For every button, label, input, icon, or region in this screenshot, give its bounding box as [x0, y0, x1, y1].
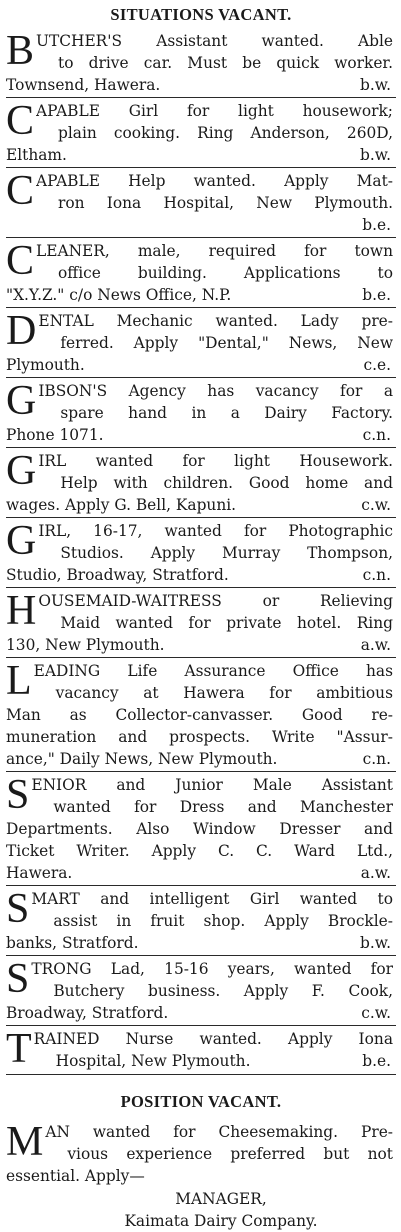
ad-line — [36, 52, 393, 74]
ad-line — [38, 450, 393, 472]
drop-cap: S — [6, 956, 30, 1002]
ad-text: Studios. Apply Murray Thompson, — [60, 544, 393, 562]
ad-line — [6, 1002, 393, 1024]
drop-cap: G — [6, 518, 37, 564]
ad-line — [6, 74, 393, 96]
ad-text: office building. Applications to — [58, 264, 393, 282]
ad-text: spare hand in a Dairy Factory. — [60, 404, 393, 422]
ad-line — [36, 170, 393, 192]
ad-line — [6, 862, 393, 884]
ad-line — [38, 310, 393, 332]
drop-cap: S — [6, 886, 30, 932]
ad-code: a.w. — [360, 864, 391, 882]
ad-line — [36, 192, 393, 214]
ad-text: MART and intelligent Girl wanted to — [31, 890, 393, 908]
ad-text: LEANER, male, required for town — [36, 242, 393, 260]
ad-code: b.w. — [360, 76, 391, 94]
ad-text: IBSON'S Agency has vacancy for a — [38, 382, 393, 400]
classified-ad — [6, 587, 396, 657]
ad-text: IRL, 16-17, wanted for Photographic — [38, 522, 393, 540]
ad-text: vacancy at Hawera for ambitious — [55, 684, 393, 702]
drop-cap: H — [6, 588, 37, 634]
ad-line — [6, 214, 393, 236]
ad-text: ENIOR and Junior Male Assistant — [31, 776, 393, 794]
ad-text: ferred. Apply "Dental," News, New — [60, 334, 393, 352]
ad-text: Broadway, Stratford. — [6, 1004, 169, 1022]
ad-line — [34, 1028, 393, 1050]
ad-line — [31, 958, 393, 980]
ad-line — [31, 888, 393, 910]
ad-text: Townsend, Hawera. — [6, 76, 161, 94]
ad-text: wanted for Dress and Manchester — [53, 798, 393, 816]
ad-line — [6, 424, 393, 446]
ad-text: Hospital, New Plymouth. — [55, 1052, 251, 1070]
drop-cap: T — [6, 1026, 32, 1072]
drop-cap: C — [6, 168, 35, 214]
ad-code: c.n. — [362, 426, 391, 444]
ad-code: c.w. — [361, 1004, 391, 1022]
ad-line — [36, 122, 393, 144]
classified-ad — [6, 517, 396, 587]
ad-code: b.e. — [362, 1052, 391, 1070]
ad-text: OUSEMAID-WAITRESS or Relieving — [38, 592, 393, 610]
section-heading-position: POSITION VACANT. — [120, 1092, 282, 1111]
ad-code: b.w. — [360, 146, 391, 164]
ad-line — [6, 840, 393, 862]
drop-cap: G — [6, 378, 37, 424]
ad-line — [38, 472, 393, 494]
ad-text: plain cooking. Ring Anderson, 260D, — [58, 124, 393, 142]
classified-ad — [6, 447, 396, 517]
ad-line — [45, 1121, 393, 1143]
ad-text: APABLE Girl for light housework; — [36, 102, 393, 120]
ad-line — [6, 704, 393, 726]
ads-list — [6, 28, 396, 1073]
ad-line — [34, 660, 393, 682]
position-ad — [6, 1115, 396, 1188]
ad-text: muneration and prospects. Write "Assur- — [6, 728, 393, 746]
drop-cap: L — [6, 658, 32, 704]
ad-text: Eltham. — [6, 146, 67, 164]
ad-line — [6, 726, 393, 748]
ad-text: banks, Stratford. — [6, 934, 139, 952]
section-heading-situations: SITUATIONS VACANT. — [110, 5, 292, 24]
drop-cap: S — [6, 772, 30, 818]
classified-ad — [6, 657, 396, 771]
classified-ad — [6, 237, 396, 307]
ad-line — [6, 932, 393, 954]
ad-text: vious experience preferred but not — [67, 1145, 393, 1163]
classified-ad — [6, 307, 396, 377]
classified-ad — [6, 771, 396, 885]
ad-text: ENTAL Mechanic wanted. Lady pre- — [38, 312, 393, 330]
ad-text: Help with children. Good home and — [60, 474, 393, 492]
ad-text: AN wanted for Cheesemaking. Pre- — [45, 1123, 393, 1141]
ad-text: Departments. Also Window Dresser and — [6, 820, 393, 838]
ad-text: Studio, Broadway, Stratford. — [6, 566, 229, 584]
signature-company: Kaimata Dairy Company. — [124, 1212, 318, 1230]
ad-text: IRL wanted for light Housework. — [38, 452, 393, 470]
ad-text: 130, New Plymouth. — [6, 636, 165, 654]
ad-line — [31, 796, 393, 818]
ad-code: c.n. — [362, 566, 391, 584]
ad-text: ron Iona Hospital, New Plymouth. — [58, 194, 393, 212]
ad-code: c.n. — [362, 750, 391, 768]
ad-text: Man as Collector-canvasser. Good re- — [6, 706, 393, 724]
ad-line — [38, 380, 393, 402]
ad-line — [6, 634, 393, 656]
ad-line — [38, 590, 393, 612]
ad-text: Ticket Writer. Apply C. C. Ward Ltd., — [6, 842, 393, 860]
ad-text: Hawera. — [6, 864, 73, 882]
ad-line — [36, 30, 393, 52]
ad-text: Butchery business. Apply F. Cook, — [53, 982, 393, 1000]
classified-ad — [6, 885, 396, 955]
ad-line — [6, 818, 393, 840]
ad-line — [34, 1050, 393, 1072]
ad-line — [31, 774, 393, 796]
ad-line — [38, 520, 393, 542]
ad-line — [36, 240, 393, 262]
drop-cap: C — [6, 238, 35, 284]
ad-text: essential. Apply— — [6, 1167, 145, 1185]
ad-text: RAINED Nurse wanted. Apply Iona — [33, 1030, 393, 1048]
classified-ad — [6, 955, 396, 1025]
ad-code: b.e. — [362, 216, 391, 234]
ad-line — [6, 748, 393, 770]
ad-code: c.e. — [363, 356, 391, 374]
classified-ad — [6, 28, 396, 97]
ad-line — [38, 612, 393, 634]
signature-manager: MANAGER, — [175, 1190, 267, 1208]
ad-line — [38, 402, 393, 424]
ad-text: ance," Daily News, New Plymouth. — [6, 750, 278, 768]
classified-ad — [6, 167, 396, 237]
ad-text: assist in fruit shop. Apply Brockle- — [53, 912, 393, 930]
ad-code: c.w. — [361, 496, 391, 514]
ad-line — [34, 682, 393, 704]
ad-code: a.w. — [360, 636, 391, 654]
drop-cap: B — [6, 28, 35, 74]
ad-text: APABLE Help wanted. Apply Mat- — [36, 172, 393, 190]
ad-line — [31, 980, 393, 1002]
classified-ad — [6, 1025, 396, 1073]
drop-cap: C — [6, 98, 35, 144]
drop-cap: G — [6, 448, 37, 494]
ad-line — [6, 494, 393, 516]
ad-text: UTCHER'S Assistant wanted. Able — [36, 32, 393, 50]
ad-code: b.e. — [362, 286, 391, 304]
ad-line — [36, 100, 393, 122]
ad-text: Plymouth. — [6, 356, 85, 374]
classified-ad — [6, 377, 396, 447]
ad-text: EADING Life Assurance Office has — [33, 662, 393, 680]
drop-cap: D — [6, 308, 37, 354]
ad-line — [38, 332, 393, 354]
ad-code: b.w. — [360, 934, 391, 952]
ad-text: Phone 1071. — [6, 426, 104, 444]
ad-line — [6, 144, 393, 166]
ad-line — [38, 542, 393, 564]
ad-text: TRONG Lad, 15-16 years, wanted for — [31, 960, 393, 978]
ad-line — [6, 1165, 393, 1187]
ad-line — [6, 354, 393, 376]
classified-ad — [6, 97, 396, 167]
ad-text: wages. Apply G. Bell, Kapuni. — [6, 496, 237, 514]
ad-text: to drive car. Must be quick worker. — [58, 54, 393, 72]
ad-line — [6, 564, 393, 586]
ad-line — [6, 284, 393, 306]
ad-text: Maid wanted for private hotel. Ring — [60, 614, 393, 632]
ad-line — [45, 1143, 393, 1165]
ad-line — [36, 262, 393, 284]
drop-cap: M — [6, 1119, 44, 1165]
ad-text: "X.Y.Z." c/o News Office, N.P. — [6, 286, 232, 304]
ad-line — [31, 910, 393, 932]
